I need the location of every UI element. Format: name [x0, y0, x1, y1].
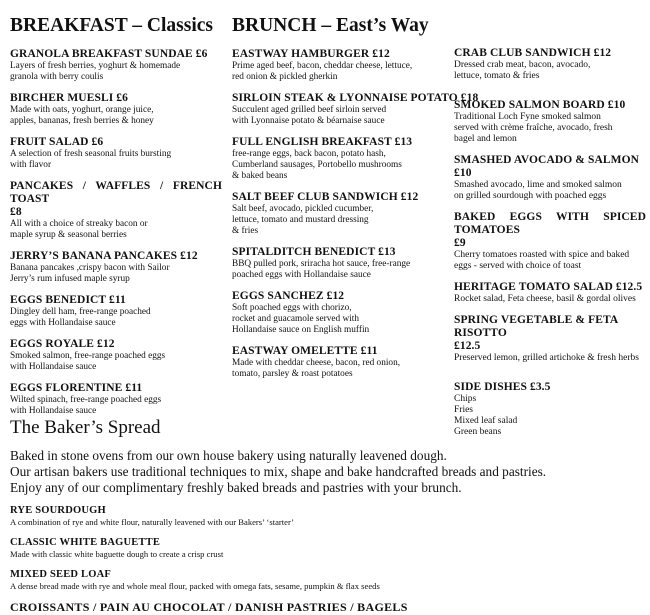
desc-line: tomato, parsley & roast potatoes — [232, 369, 353, 379]
item-desc — [454, 60, 646, 82]
item-title: EGGS BENEDICT £11 — [10, 294, 126, 306]
menu-item-baked-eggs — [454, 211, 646, 272]
desc-line: A selection of fresh seasonal fruits bursting — [10, 149, 172, 159]
desc-line: Layers of fresh berries, yoghurt & homemade — [10, 61, 181, 71]
item-title: EASTWAY HAMBURGER £12 — [232, 48, 390, 60]
desc-line: Dingley dell ham, free-range poached — [10, 307, 151, 317]
desc-line: Succulent aged grilled beef sirloin served — [232, 105, 387, 115]
desc-line: free-range eggs, back bacon, potato hash, — [232, 149, 386, 159]
item-title: BAKED EGGS WITH SPICED TOMATOES — [454, 211, 646, 236]
desc-line: Chips — [454, 394, 477, 404]
menu-item-eastway-omelette — [232, 345, 444, 380]
intro-line: Baked in stone ovens from our own house bakery using naturally leavened dough. — [10, 448, 447, 463]
item-title: HERITAGE TOMATO SALAD £12.5 — [454, 281, 643, 293]
desc-line: red onion & pickled gherkin — [232, 72, 338, 82]
menu-item-eastway-hamburger — [232, 48, 444, 83]
menu-item-spring-vegetable-risotto — [454, 314, 646, 364]
desc-line: Traditional Loch Fyne smoked salmon — [454, 112, 601, 122]
item-desc — [232, 61, 444, 83]
desc-line: served with crème fraîche, avocado, fresh — [454, 123, 613, 133]
item-desc — [10, 395, 222, 417]
desc-line: Soft poached eggs with chorizo, — [232, 303, 352, 313]
desc-line: & baked beans — [232, 171, 288, 181]
desc-line: poached eggs with Hollandaise sauce — [232, 270, 371, 280]
item-title: SIDE DISHES £3.5 — [454, 381, 551, 393]
desc-line: Fries — [454, 405, 473, 415]
desc-line: with Lyonnaise potato & béarnaise sauce — [232, 116, 385, 126]
desc-line: Cumberland sausages, Portobello mushrooms — [232, 160, 402, 170]
item-desc — [232, 358, 444, 380]
item-desc — [232, 259, 444, 281]
desc-line: Jerry’s rum infused maple syrup — [10, 274, 130, 284]
menu-item-spitalditch-benedict — [232, 246, 444, 281]
item-desc — [10, 351, 222, 373]
desc-line: maple syrup & seasonal berries — [10, 230, 127, 240]
item-title: PANCAKES / WAFFLES / FRENCH TOAST — [10, 180, 222, 205]
desc-line: rocket and guacamole served with — [232, 314, 360, 324]
desc-line: apples, bananas, fresh berries & honey — [10, 116, 154, 126]
bakers-spread-section — [10, 416, 640, 614]
bread-desc: A dense bread made with rye and whole meal flour, packed with omega fats, sesame, pumpkin & flax seeds — [10, 581, 380, 592]
item-desc — [10, 219, 222, 241]
bread-item-rye-sourdough — [10, 504, 640, 528]
item-title: EGGS SANCHEZ £12 — [232, 290, 345, 302]
item-desc — [454, 250, 646, 272]
desc-line: Made with cheddar cheese, bacon, red onion, — [232, 358, 401, 368]
item-desc — [10, 105, 222, 127]
desc-line: Preserved lemon, grilled artichoke & fresh herbs — [454, 353, 639, 363]
menu-item-crab-club — [454, 47, 646, 82]
item-title: SPRING VEGETABLE & FETA RISOTTO — [454, 314, 618, 339]
desc-line: Wilted spinach, free-range poached eggs — [10, 395, 162, 405]
bread-title: MIXED SEED LOAF — [10, 569, 112, 581]
bread-desc: A combination of rye and white flour, naturally leavened with our Bakers’ ‘starter’ — [10, 517, 295, 528]
desc-line: Hollandaise sauce on English muffin — [232, 325, 370, 335]
desc-line: lettuce, tomato and mustard dressing — [232, 215, 369, 225]
desc-line: granola with berry coulis — [10, 72, 104, 82]
menu-item-bircher — [10, 92, 222, 127]
item-desc — [232, 303, 444, 336]
item-desc — [232, 105, 444, 127]
menu-item-sirloin-steak — [232, 92, 479, 127]
item-title: BIRCHER MUESLI £6 — [10, 92, 128, 104]
menu-item-heritage-tomato-salad — [454, 281, 646, 305]
menu-item-eggs-benedict — [10, 294, 222, 329]
item-desc — [454, 180, 646, 202]
desc-line: BBQ pulled pork, sriracha hot sauce, free-range — [232, 259, 411, 269]
bakers-spread-intro — [10, 448, 640, 495]
desc-line: on grilled sourdough with poached eggs — [454, 191, 607, 201]
item-price: £8 — [10, 206, 22, 218]
intro-line: Our artisan bakers use traditional techniques to mix, shape and bake handcrafted breads and pastries. — [10, 463, 547, 479]
item-title: EASTWAY OMELETTE £11 — [232, 345, 378, 357]
bread-item-mixed-seed-loaf — [10, 568, 640, 592]
menu-item-full-english — [232, 136, 444, 182]
desc-line: Mixed leaf salad — [454, 416, 518, 426]
item-desc — [10, 263, 222, 285]
breakfast-column — [10, 14, 222, 426]
intro-line: Enjoy any of our complimentary freshly baked breads and pastries with your brunch. — [10, 479, 462, 495]
desc-line: Smoked salmon, free-range poached eggs — [10, 351, 166, 361]
item-title: CRAB CLUB SANDWICH £12 — [454, 47, 612, 59]
desc-line: with Hollandaise sauce — [10, 406, 97, 416]
item-title: SALT BEEF CLUB SANDWICH £12 — [232, 191, 419, 203]
item-desc — [454, 294, 646, 305]
desc-line: Prime aged beef, bacon, cheddar cheese, lettuce, — [232, 61, 413, 71]
bread-desc: Made with classic white baguette dough to create a crisp crust — [10, 549, 224, 560]
item-desc — [232, 149, 444, 182]
desc-line: eggs with Hollandaise sauce — [10, 318, 116, 328]
desc-line: Salt beef, avocado, pickled cucumber, — [232, 204, 374, 214]
item-price: £9 — [454, 237, 466, 249]
menu-item-granola — [10, 48, 222, 83]
desc-line: Rocket salad, Feta cheese, basil & gordal olives — [454, 294, 636, 304]
item-title: JERRY’S BANANA PANCAKES £12 — [10, 250, 198, 262]
item-title: FRUIT SALAD £6 — [10, 136, 104, 148]
desc-line: eggs - served with choice of toast — [454, 261, 582, 271]
desc-line: lettuce, tomato & fries — [454, 71, 540, 81]
item-title: SIRLOIN STEAK & LYONNAISE POTATO £18 — [232, 92, 479, 104]
item-desc — [454, 353, 646, 364]
desc-line: Made with oats, yoghurt, orange juice, — [10, 105, 154, 115]
brunch-heading: BRUNCH – East’s Way — [232, 15, 429, 36]
desc-line: bagel and lemon — [454, 134, 517, 144]
item-desc — [10, 149, 222, 171]
desc-line: Green beans — [454, 427, 502, 437]
menu-item-salt-beef-club — [232, 191, 444, 237]
menu-item-eggs-florentine — [10, 382, 222, 417]
bakers-spread-heading: The Baker’s Spread — [10, 417, 161, 438]
item-title: FULL ENGLISH BREAKFAST £13 — [232, 136, 413, 148]
desc-line: Smashed avocado, lime and smoked salmon — [454, 180, 622, 190]
item-title: SMOKED SALMON BOARD £10 — [454, 99, 626, 111]
item-title: SMASHED AVOCADO & SALMON £10 — [454, 154, 640, 179]
bread-item-white-baguette — [10, 536, 640, 560]
item-title: EGGS FLORENTINE £11 — [10, 382, 143, 394]
item-desc — [232, 204, 444, 237]
menu-item-pancakes — [10, 180, 222, 241]
menu-item-banana-pancakes — [10, 250, 222, 285]
bread-title: RYE SOURDOUGH — [10, 505, 106, 517]
menu-item-smoked-salmon-board — [454, 99, 646, 145]
item-title: EGGS ROYALE £12 — [10, 338, 115, 350]
desc-line: Cherry tomatoes roasted with spice and baked — [454, 250, 630, 260]
more-brunch-column — [454, 14, 646, 447]
desc-line: & fries — [232, 226, 259, 236]
menu-item-smashed-avocado — [454, 154, 646, 202]
item-desc — [10, 61, 222, 83]
desc-line: Dressed crab meat, bacon, avocado, — [454, 60, 591, 70]
desc-line: Banana pancakes ,crispy bacon with Sailor — [10, 263, 170, 273]
bread-title: CLASSIC WHITE BAGUETTE — [10, 537, 161, 549]
item-title: SPITALDITCH BENEDICT £13 — [232, 246, 396, 258]
item-desc — [10, 307, 222, 329]
menu-item-eggs-royale — [10, 338, 222, 373]
desc-line: with Hollandaise sauce — [10, 362, 97, 372]
pastries-line: CROISSANTS / PAIN AU CHOCOLAT / DANISH PASTRIES / BAGELS — [10, 600, 408, 615]
item-desc — [454, 112, 646, 145]
breakfast-heading: BREAKFAST – Classics — [10, 15, 213, 36]
item-price: £12.5 — [454, 340, 481, 352]
menu-item-eggs-sanchez — [232, 290, 444, 336]
item-title: GRANOLA BREAKFAST SUNDAE £6 — [10, 48, 208, 60]
menu-item-fruit-salad — [10, 136, 222, 171]
desc-line: with flavor — [10, 160, 52, 170]
desc-line: All with a choice of streaky bacon or — [10, 219, 148, 229]
